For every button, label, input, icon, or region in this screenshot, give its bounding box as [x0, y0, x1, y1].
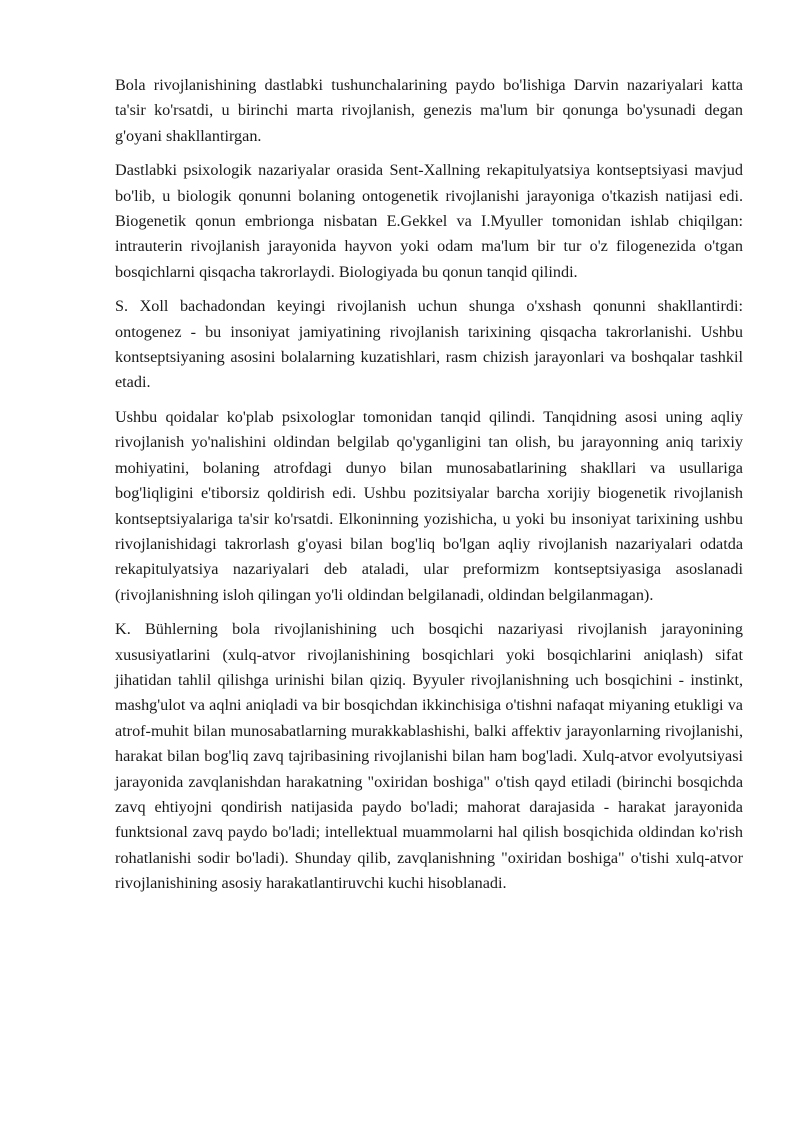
- paragraph-recapitulation-concept: Dastlabki psixologik nazariyalar orasida Sent-Xallning rekapitulyatsiya kontseptsiyasi mavjud bo'lib, u biologik qonunni bolaning ontogenetik rivojlanishi jarayoniga o'tkazish natijasi edi. Biogenetik qonun embrionga nisbatan E.Gekkel va I.Myuller tomonidan ishlab chiqilgan: intrauterin rivojlanish jarayonida hayvon yoki odam ma'lum bir tur o'z filogenezida o'tgan bosqichlarni qisqacha takrorlaydi. Biologiyada bu qonun tanqid qilindi.: [115, 161, 743, 281]
- document-page: [115, 73, 743, 906]
- paragraph-hall-ontogenesis: S. Xoll bachadondan keyingi rivojlanish uchun shunga o'xshash qonunni shakllantirdi: ontogenez - bu insoniyat jamiyatining rivojlanish tarixining qisqacha takrorlanishi. Ushbu kontseptsiyaning asosini bolalarning kuzatishlari, rasm chizish jarayonlari va boshqalar tashkil etadi.: [115, 297, 743, 392]
- paragraph-darwin-influence: Bola rivojlanishining dastlabki tushunchalarining paydo bo'lishiga Darvin nazariyalari katta ta'sir ko'rsatdi, u birinchi marta rivojlanish, genezis ma'lum bir qonunga bo'ysunadi degan g'oyani shakllantirgan.: [115, 76, 743, 145]
- paragraph-criticism: Ushbu qoidalar ko'plab psixologlar tomonidan tanqid qilindi. Tanqidning asosi uning aqliy rivojlanish yo'nalishini oldindan belgilab qo'yganligini tan olish, bu jarayonning aniq tarixiy mohiyatini, bolaning atrofdagi dunyo bilan munosabatlarining shakllari va usullariga bog'liqligini e'tiborsiz qoldirish edi. Ushbu pozitsiyalar barcha xorijiy biogenetik rivojlanish kontseptsiyalariga ta'sir ko'rsatdi. Elkoninning yozishicha, u yoki bu insoniyat tarixining ushbu rivojlanishidagi takrorlash g'oyasi bilan bog'liq bo'lgan aqliy rivojlanish nazariyalari odatda rekapitulyatsiya nazariyalari deb ataladi, ular preformizm kontseptsiyasiga asoslanadi (rivojlanishning isloh qilingan yo'li oldindan belgilanadi, oldindan belgilanmagan).: [115, 407, 743, 604]
- paragraph-buhler-theory: K. Bühlerning bola rivojlanishining uch bosqichi nazariyasi rivojlanish jarayonining xususiyatlarini (xulq-atvor rivojlanishining bosqichlari yoki bosqichlarini aniqlash) sifat jihatidan tahlil qilishga urinishi bilan qiziq. Byyuler rivojlanishning uch bosqichini - instinkt, mashg'ulot va aqlni aniqladi va bir bosqichdan ikkinchisiga o'tishni nafaqat miyaning etukligi va atrof-muhit bilan munosabatlarning murakkablashishi, balki affektiv jarayonlarning rivojlanishi, harakat bilan bog'liq zavq tajribasining rivojlanishi bilan ham bog'ladi. Xulq-atvor evolyutsiyasi jarayonida zavqlanishdan harakatning "oxiridan boshiga" o'tish qayd etiladi (birinchi bosqichda zavq ehtiyojni qondirish natijasida paydo bo'ladi; mahorat darajasida - harakat jarayonida funktsional zavq paydo bo'ladi; intellektual muammolarni hal qilish bosqichida oldindan ko'rish rohatlanishi sodir bo'ladi). Shunday qilib, zavqlanishning "oxiridan boshiga" o'tishi xulq-atvor rivojlanishining asosiy harakatlantiruvchi kuchi hisoblanadi.: [115, 620, 743, 893]
